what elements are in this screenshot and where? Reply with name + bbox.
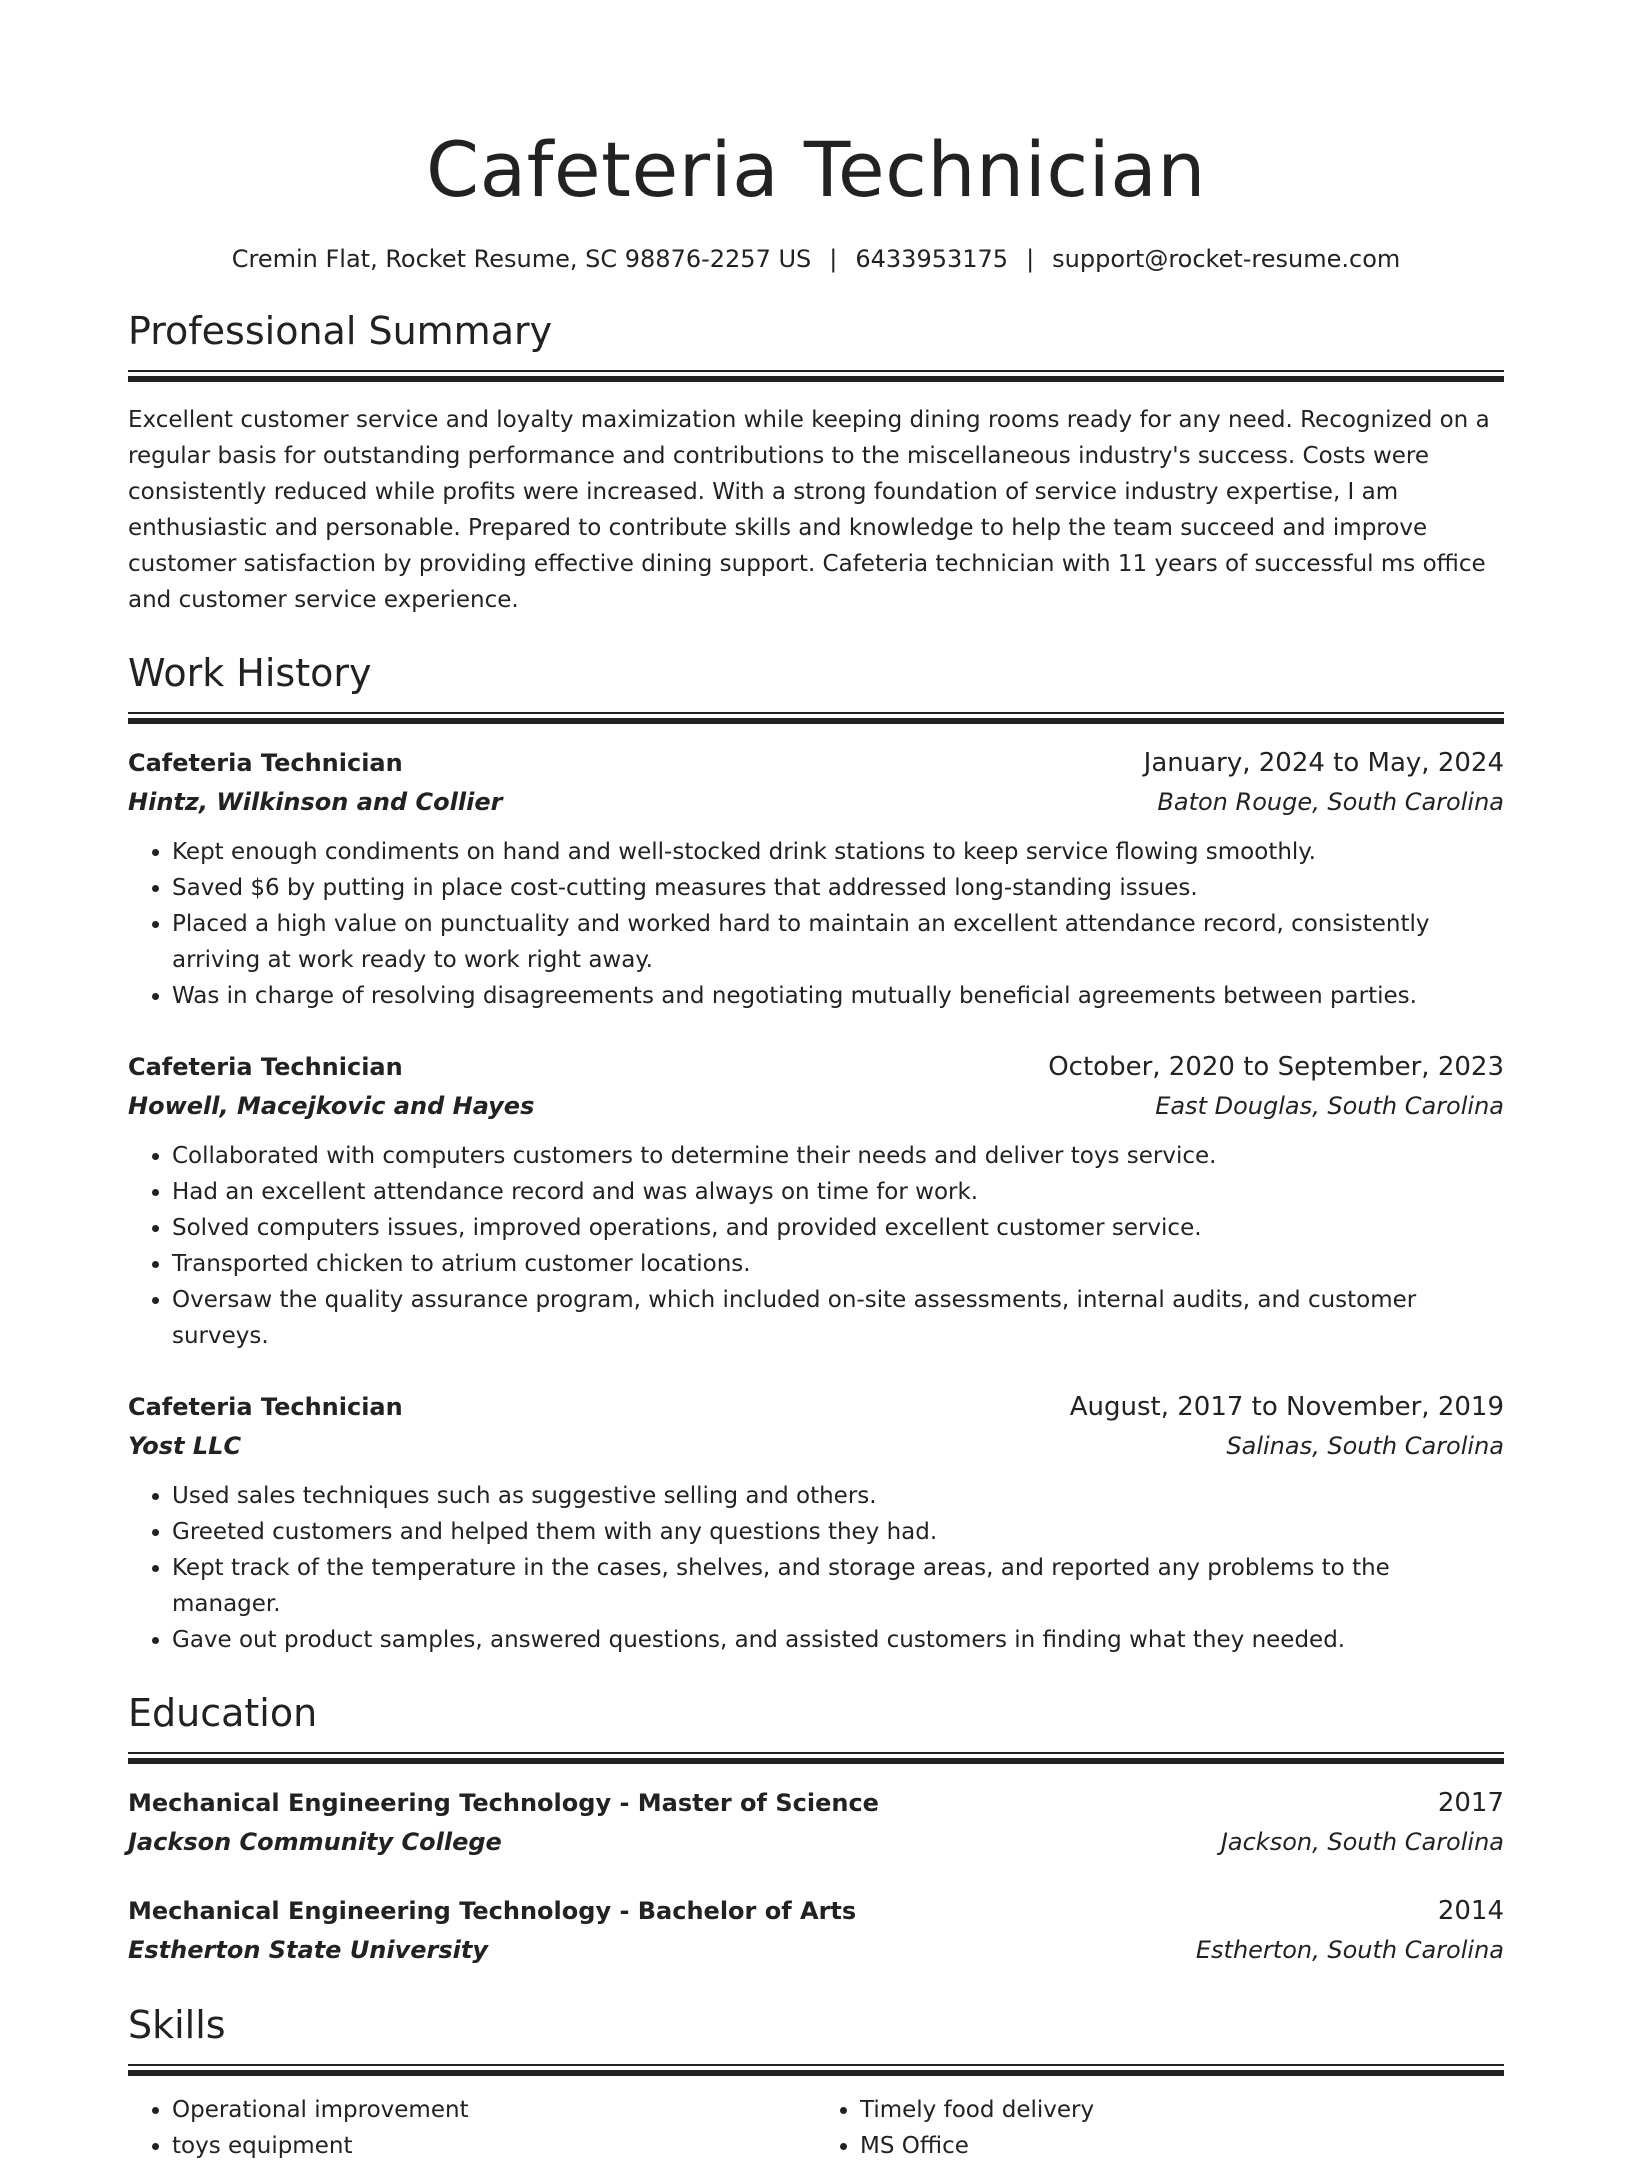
contact-phone: 6433953175 <box>855 245 1009 273</box>
skill-item: • Timely food delivery <box>860 2092 1504 2128</box>
section-divider <box>128 712 1504 726</box>
job-location: East Douglas, South Carolina <box>1155 1092 1504 1120</box>
job-company: Yost LLC <box>128 1432 242 1460</box>
section-divider <box>128 1752 1504 1766</box>
list-item: • Used sales techniques such as suggestive selling and others. <box>172 1478 1504 1514</box>
list-item: • Placed a high value on punctuality and worked hard to maintain an excellent attendance record, consistently arriving at work ready to work right away. <box>172 906 1504 978</box>
section-divider <box>128 2064 1504 2078</box>
summary-text: Excellent customer service and loyalty maximization while keeping dining rooms ready for any need. Recognized on a regular basis for outstanding performance and contributions to the miscellaneous industry's success. Costs were consistently reduced while profits were increased. With a strong foundation of service industry expertise, I am enthusiastic and personable. Prepared to contribute skills and knowledge to help the team succeed and improve customer satisfaction by providing effective dining support. Cafeteria technician with 11 years of successful ms office and customer service experience. <box>128 407 1490 613</box>
candidate-name: Cafeteria Technician <box>426 125 1206 214</box>
list-item: • Oversaw the quality assurance program, which included on-site assessments, internal audits, and customer surveys. <box>172 1282 1504 1354</box>
contact-email[interactable]: support@rocket-resume.com <box>1052 245 1401 273</box>
graduation-year: 2014 <box>1437 1896 1504 1926</box>
work-history-section <box>128 648 1504 1658</box>
job-entry <box>128 1048 1504 1354</box>
job-dates: October, 2020 to September, 2023 <box>1048 1052 1504 1082</box>
contact-address: Cremin Flat, Rocket Resume, SC 98876-2257 US <box>231 245 812 273</box>
job-entry <box>128 744 1504 1014</box>
section-heading: Work History <box>128 651 372 695</box>
job-title: Cafeteria Technician <box>128 1053 403 1081</box>
skills-columns <box>128 2092 1504 2164</box>
list-item: • Solved computers issues, improved operations, and provided excellent customer service. <box>172 1210 1504 1246</box>
skills-list-left <box>128 2092 816 2164</box>
skill-item: • toys equipment <box>172 2128 816 2164</box>
list-item: • Transported chicken to atrium customer locations. <box>172 1246 1504 1282</box>
contact-separator: | <box>1026 245 1035 273</box>
list-item: • Collaborated with computers customers to determine their needs and deliver toys service. <box>172 1138 1504 1174</box>
job-bullets <box>128 1478 1504 1658</box>
section-heading: Education <box>128 1691 318 1735</box>
list-item: • Kept track of the temperature in the cases, shelves, and storage areas, and reported any problems to the manager. <box>172 1550 1504 1622</box>
skills-list-right <box>816 2092 1504 2164</box>
job-dates: January, 2024 to May, 2024 <box>1143 748 1504 778</box>
section-heading: Professional Summary <box>128 309 553 353</box>
list-item: • Kept enough condiments on hand and well-stocked drink stations to keep service flowing smoothly. <box>172 834 1504 870</box>
school-location: Estherton, South Carolina <box>1195 1936 1504 1964</box>
degree-title: Mechanical Engineering Technology - Master of Science <box>128 1789 879 1817</box>
degree-title: Mechanical Engineering Technology - Bachelor of Arts <box>128 1897 857 1925</box>
list-item: • Greeted customers and helped them with any questions they had. <box>172 1514 1504 1550</box>
list-item: • Had an excellent attendance record and was always on time for work. <box>172 1174 1504 1210</box>
graduation-year: 2017 <box>1437 1788 1504 1818</box>
job-bullets <box>128 1138 1504 1354</box>
education-section <box>128 1688 1504 1970</box>
job-company: Howell, Macejkovic and Hayes <box>128 1092 535 1120</box>
school-name: Jackson Community College <box>128 1828 502 1856</box>
school-name: Estherton State University <box>128 1936 488 1964</box>
education-entry <box>128 1784 1504 1862</box>
list-item: • Was in charge of resolving disagreements and negotiating mutually beneficial agreements between parties. <box>172 978 1504 1014</box>
section-divider <box>128 370 1504 384</box>
job-location: Salinas, South Carolina <box>1226 1432 1504 1460</box>
job-location: Baton Rouge, South Carolina <box>1157 788 1504 816</box>
school-location: Jackson, South Carolina <box>1220 1828 1504 1856</box>
contact-line <box>128 242 1504 276</box>
contact-separator: | <box>829 245 838 273</box>
section-heading: Skills <box>128 2003 226 2047</box>
job-entry <box>128 1388 1504 1658</box>
education-entry <box>128 1892 1504 1970</box>
job-bullets <box>128 834 1504 1014</box>
skill-item: • Operational improvement <box>172 2092 816 2128</box>
skills-section <box>128 2000 1504 2164</box>
job-dates: August, 2017 to November, 2019 <box>1069 1392 1504 1422</box>
skill-item: • MS Office <box>860 2128 1504 2164</box>
summary-section <box>128 306 1504 618</box>
job-title: Cafeteria Technician <box>128 1393 403 1421</box>
job-company: Hintz, Wilkinson and Collier <box>128 788 503 816</box>
list-item: • Gave out product samples, answered questions, and assisted customers in finding what they needed. <box>172 1622 1504 1658</box>
job-title: Cafeteria Technician <box>128 749 403 777</box>
list-item: • Saved $6 by putting in place cost-cutting measures that addressed long-standing issues. <box>172 870 1504 906</box>
